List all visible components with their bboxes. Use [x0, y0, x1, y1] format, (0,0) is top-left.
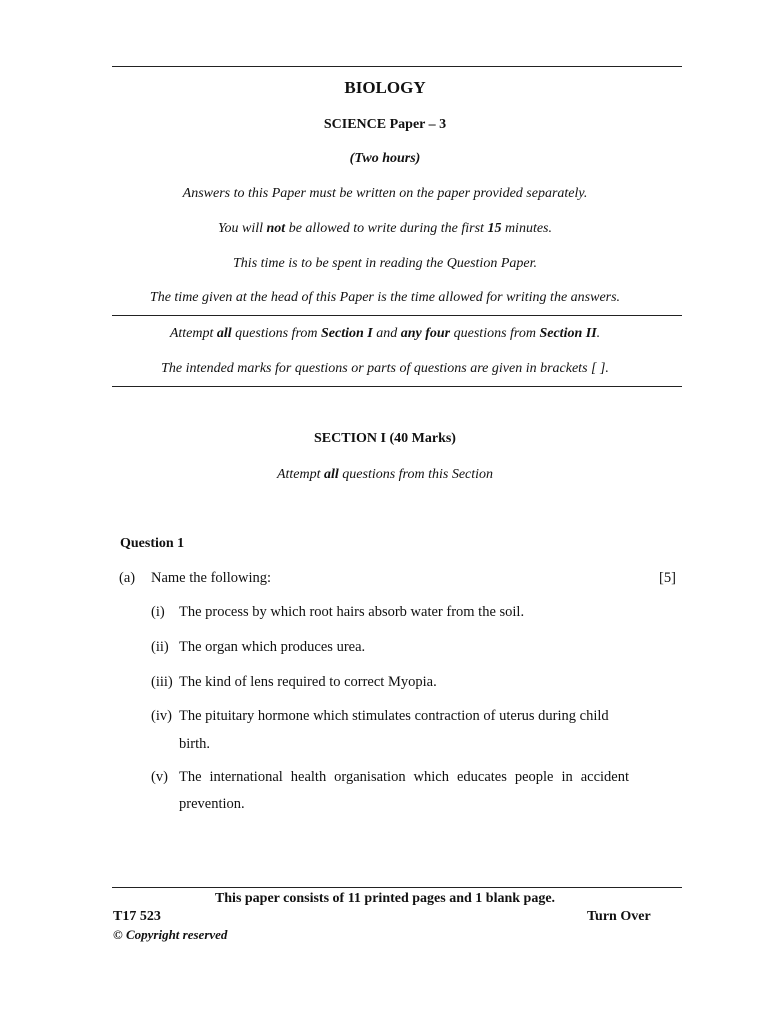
section-rule — [112, 386, 682, 387]
page-count: This paper consists of 11 printed pages and 1 blank page. — [214, 891, 556, 906]
marks-note: The intended marks for questions or parts of questions are given in brackets [ ]. — [161, 361, 609, 376]
part-marks: [5] — [659, 570, 676, 586]
instructions-rule — [112, 315, 682, 316]
instruction-line-1: Answers to this Paper must be written on the paper provided separately. — [182, 186, 588, 201]
copyright: © Copyright reserved — [113, 927, 228, 942]
item-text-continuation: birth. — [179, 736, 211, 752]
section-heading: SECTION I (40 Marks) — [314, 431, 456, 446]
attempt-instruction: Attempt all questions from Section I and any four questions from Section II. — [169, 326, 601, 341]
item-text-continuation: prevention. — [179, 796, 245, 812]
paper-title: BIOLOGY — [344, 78, 426, 97]
item-number: (iii) — [151, 674, 173, 690]
item-text: The pituitary hormone which stimulates contraction of uterus during child — [179, 708, 609, 724]
item-text: The organ which produces urea. — [179, 639, 366, 655]
instruction-line-4: The time given at the head of this Paper is the time allowed for writing the answers. — [149, 290, 621, 305]
item-text: The kind of lens required to correct Myopia. — [179, 674, 437, 690]
instruction-line-3: This time is to be spent in reading the Question Paper. — [233, 256, 537, 271]
item-number: (ii) — [151, 639, 169, 655]
paper-subtitle: SCIENCE Paper – 3 — [323, 117, 447, 132]
instruction-line-2: You will not be allowed to write during the first 15 minutes. — [218, 221, 552, 236]
part-text: Name the following: — [151, 570, 272, 586]
turn-over: Turn Over — [587, 909, 651, 924]
question-title: Question 1 — [120, 536, 185, 551]
item-number: (v) — [151, 769, 168, 785]
item-number: (iv) — [151, 708, 172, 724]
section-note: Attempt all questions from this Section — [276, 467, 494, 482]
paper-duration: (Two hours) — [349, 151, 421, 166]
part-label: (a) — [119, 570, 136, 586]
paper-code: T17 523 — [113, 909, 161, 924]
footer-rule — [112, 887, 682, 888]
item-text: The process by which root hairs absorb water from the soil. — [179, 604, 525, 620]
top-rule — [112, 66, 682, 67]
item-number: (i) — [151, 604, 165, 620]
item-text: The international health organisation which educates people in accident — [179, 769, 629, 785]
